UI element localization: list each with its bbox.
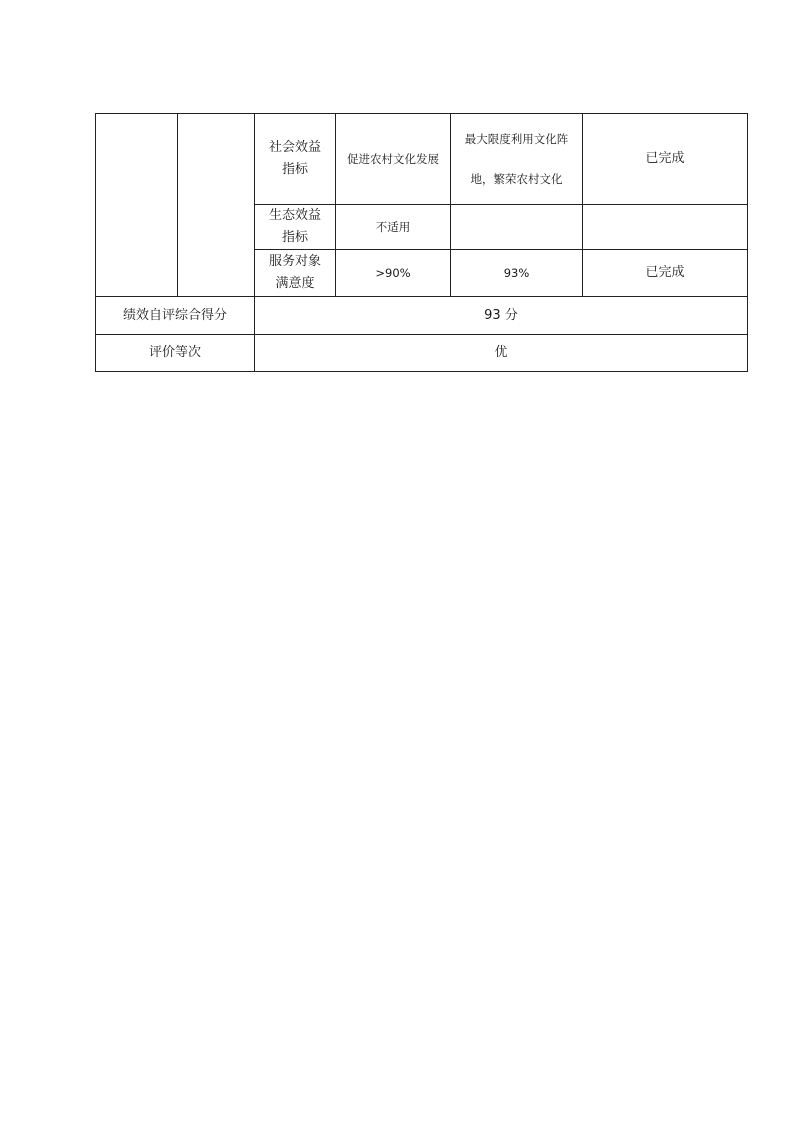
actual-text-line1: 最大限度利用文化阵 (464, 132, 569, 146)
actual-cell (451, 205, 583, 250)
indicator-label-line2: 满意度 (275, 276, 315, 291)
table-row (96, 114, 748, 205)
grade-value: 优 (255, 335, 748, 372)
grade-row (96, 335, 748, 372)
indicator-cell (255, 114, 336, 205)
status-cell: 已完成 (583, 114, 748, 205)
status-cell (583, 205, 748, 250)
indicator-label-line1: 服务对象 (268, 254, 321, 269)
category-cell-level2 (178, 114, 255, 297)
score-value: 93 分 (255, 297, 748, 335)
grade-label: 评价等次 (96, 335, 255, 372)
category-cell-level1 (96, 114, 178, 297)
status-cell: 已完成 (583, 250, 748, 297)
actual-cell (451, 114, 583, 205)
indicator-label-line1: 生态效益 (268, 208, 321, 223)
indicator-cell (255, 205, 336, 250)
target-cell: 不适用 (336, 205, 451, 250)
actual-cell: 93% (451, 250, 583, 297)
performance-table (95, 113, 748, 372)
target-cell: >90% (336, 250, 451, 297)
score-label: 绩效自评综合得分 (96, 297, 255, 335)
target-cell: 促进农村文化发展 (336, 114, 451, 205)
score-row (96, 297, 748, 335)
actual-text-line2: 地，繁荣农村文化 (470, 172, 563, 186)
indicator-label-line1: 社会效益 (268, 140, 321, 155)
indicator-label-line2: 指标 (281, 230, 308, 245)
indicator-label-line2: 指标 (281, 162, 308, 177)
indicator-cell (255, 250, 336, 297)
